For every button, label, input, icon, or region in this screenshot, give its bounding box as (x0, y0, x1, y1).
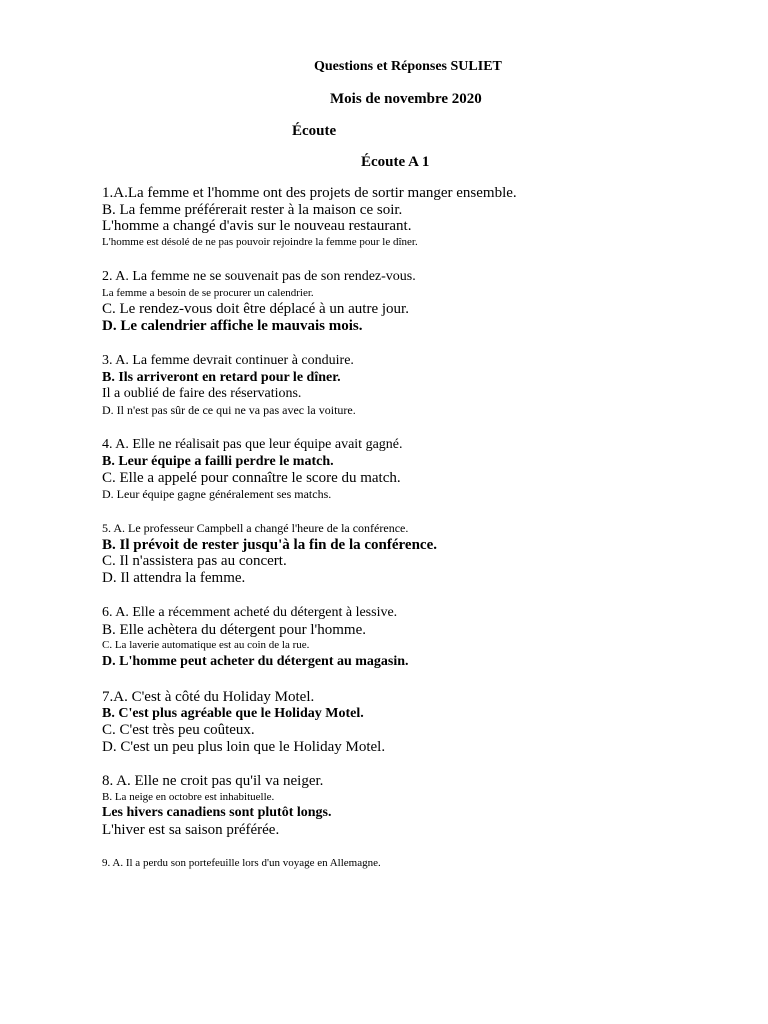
question-2-option-a: 2. A. La femme ne se souvenait pas de son rendez-vous. (102, 269, 416, 284)
question-6-option-b: B. Elle achètera du détergent pour l'homme. (102, 621, 367, 638)
question-1-option-a: 1.A.La femme et l'homme ont des projets de sortir manger ensemble. (102, 185, 517, 201)
question-6 (102, 605, 742, 670)
question-7-option-d: D. C'est un peu plus loin que le Holiday Motel. (102, 738, 386, 755)
question-4-option-d: D. Leur équipe gagne généralement ses matchs. (102, 486, 332, 501)
question-2 (102, 269, 742, 334)
question-5-option-a: 5. A. Le professeur Campbell a changé l'heure de la conférence. (102, 521, 409, 535)
question-7 (102, 689, 742, 755)
question-2-option-d: D. Le calendrier affiche le mauvais mois. (102, 317, 363, 334)
question-3-option-b: B. Ils arriveront en retard pour le dîner. (102, 369, 341, 385)
question-8-option-d: L'hiver est sa saison préférée. (102, 821, 280, 838)
question-8-option-b: B. La neige en octobre est inhabituelle. (102, 790, 275, 803)
question-7-option-c: C. C'est très peu coûteux. (102, 722, 255, 738)
question-3-option-d: D. Il n'est pas sûr de ce qui ne va pas avec la voiture. (102, 402, 356, 417)
question-3-option-c: Il a oublié de faire des réservations. (102, 386, 302, 401)
question-8 (102, 773, 742, 838)
question-1-option-d: L'homme est désolé de ne pas pouvoir rejoindre la femme pour le dîner. (102, 235, 418, 248)
section-heading: Écoute (292, 123, 337, 139)
question-1-option-b: B. La femme préférerait rester à la maison ce soir. (102, 201, 403, 218)
question-3-option-a: 3. A. La femme devrait continuer à conduire. (102, 353, 354, 368)
question-8-option-a: 8. A. Elle ne croit pas qu'il va neiger. (102, 773, 324, 789)
question-3 (102, 353, 742, 418)
question-5 (102, 521, 742, 586)
question-4-option-a: 4. A. Elle ne réalisait pas que leur équipe avait gagné. (102, 437, 403, 452)
question-1-option-c: L'homme a changé d'avis sur le nouveau restaurant. (102, 218, 412, 234)
question-8-option-c: Les hivers canadiens sont plutôt longs. (102, 805, 332, 820)
question-4-option-b: B. Leur équipe a failli perdre le match. (102, 453, 334, 469)
question-2-option-c: C. Le rendez-vous doit être déplacé à un autre jour. (102, 301, 409, 317)
question-4-option-c: C. Elle a appelé pour connaître le score du match. (102, 470, 401, 486)
question-9 (102, 856, 742, 872)
question-5-option-d: D. Il attendra la femme. (102, 569, 246, 586)
subsection-heading: Écoute A 1 (361, 154, 430, 170)
question-7-option-b: B. C'est plus agréable que le Holiday Motel. (102, 705, 364, 721)
document-month: Mois de novembre 2020 (330, 91, 482, 107)
question-1 (102, 185, 742, 250)
question-6-option-d: D. L'homme peut acheter du détergent au magasin. (102, 653, 409, 669)
document-title: Questions et Réponses SULIET (314, 59, 502, 74)
question-2-option-b: La femme a besoin de se procurer un calendrier. (102, 286, 314, 299)
question-7-option-a: 7.A. C'est à côté du Holiday Motel. (102, 689, 315, 705)
question-4 (102, 437, 742, 502)
question-5-option-c: C. Il n'assistera pas au concert. (102, 553, 287, 569)
question-9-option-a: 9. A. Il a perdu son portefeuille lors d'un voyage en Allemagne. (102, 857, 381, 869)
question-5-option-b: B. Il prévoit de rester jusqu'à la fin de la conférence. (102, 536, 437, 553)
question-6-option-c: C. La laverie automatique est au coin de la rue. (102, 639, 310, 651)
question-6-option-a: 6. A. Elle a récemment acheté du détergent à lessive. (102, 605, 398, 620)
